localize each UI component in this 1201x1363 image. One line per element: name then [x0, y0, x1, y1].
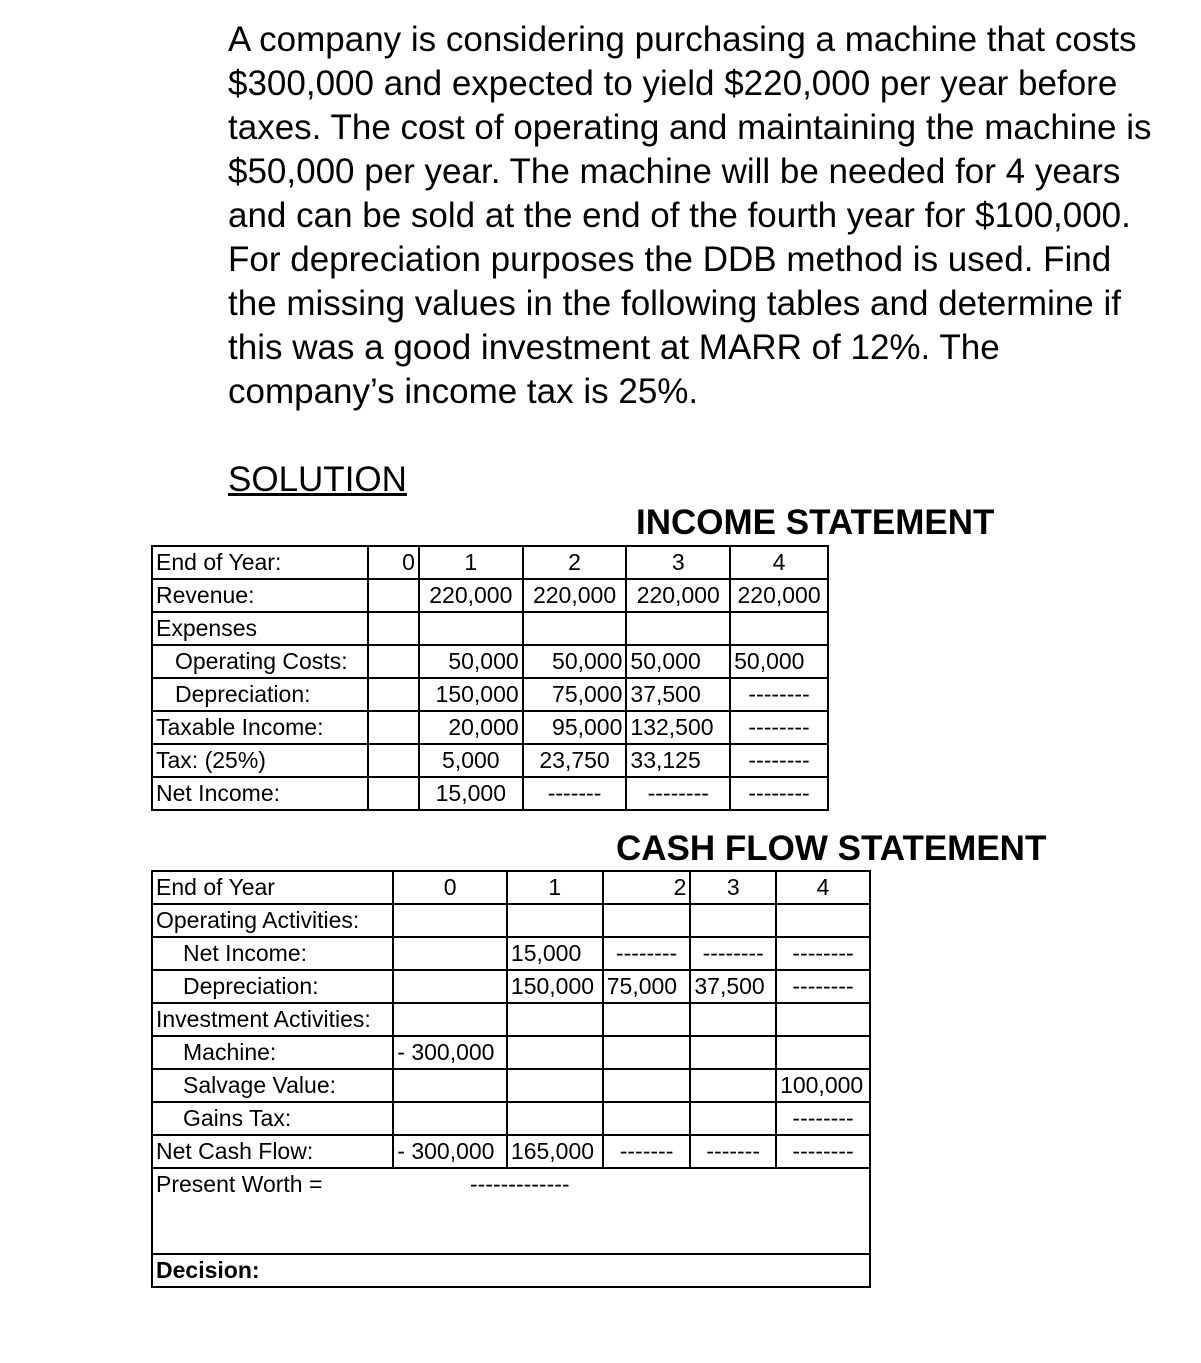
cell	[730, 612, 828, 645]
cell	[776, 1003, 870, 1036]
cell	[690, 1036, 776, 1069]
income-header-row	[152, 546, 828, 579]
present-worth-cell	[152, 1168, 870, 1254]
row-label: Depreciation:	[152, 678, 368, 711]
cash-flow-statement-table	[151, 870, 871, 1288]
cell: 5,000	[419, 744, 523, 777]
income-year-0: 0	[368, 546, 419, 579]
cell	[626, 612, 730, 645]
income-year-2: 2	[523, 546, 627, 579]
cell	[368, 711, 419, 744]
income-statement-table	[151, 545, 829, 811]
cell	[393, 937, 507, 970]
cell: --------	[626, 777, 730, 810]
cell: 23,750	[523, 744, 627, 777]
cash-row-salvage-value	[152, 1069, 870, 1102]
cell: 75,000	[603, 970, 691, 1003]
cash-row-depreciation	[152, 970, 870, 1003]
cell: 220,000	[523, 579, 627, 612]
cell: 50,000	[523, 645, 627, 678]
income-year-3: 3	[626, 546, 730, 579]
income-row-operating-costs	[152, 645, 828, 678]
row-label: Net Income:	[152, 777, 368, 810]
solution-label: SOLUTION	[228, 460, 407, 499]
cell: 220,000	[419, 579, 523, 612]
cell	[603, 1102, 691, 1135]
cash-header-row	[152, 871, 870, 904]
income-row-net-income	[152, 777, 828, 810]
cell: 220,000	[730, 579, 828, 612]
cell: --------	[730, 744, 828, 777]
cash-flow-statement-title: CASH FLOW STATEMENT	[616, 829, 1047, 868]
cell: -------	[603, 1135, 691, 1168]
row-label: Salvage Value:	[152, 1069, 393, 1102]
decision-label: Decision:	[152, 1254, 870, 1287]
cell	[507, 904, 603, 937]
cell	[368, 645, 419, 678]
cell	[603, 1069, 691, 1102]
cell: --------	[776, 937, 870, 970]
cell: - 300,000	[393, 1135, 507, 1168]
cash-year-0: 0	[393, 871, 507, 904]
cash-row-net-income	[152, 937, 870, 970]
income-year-1: 1	[419, 546, 523, 579]
cell: --------	[776, 1102, 870, 1135]
present-worth-value: -------------	[470, 1171, 570, 1197]
cell: 50,000	[730, 645, 828, 678]
cell	[368, 744, 419, 777]
cell	[690, 904, 776, 937]
cash-row-operating-activities	[152, 904, 870, 937]
problem-statement: A company is considering purchasing a machine that costs $300,000 and expected to yield $220,000 per year before taxes. The cost of operating and maintaining the machine is $50,000 per year. The machine will be needed for 4 years and can be sold at the end of the fourth year for $100,000. For depreciation purposes the DDB method is used. Find the missing values in the following tables and determine if this was a good investment at MARR of 12%. The company’s income tax is 25%.	[228, 20, 1152, 411]
income-row-tax	[152, 744, 828, 777]
cell	[393, 904, 507, 937]
cell	[393, 1069, 507, 1102]
cell	[368, 579, 419, 612]
cash-row-machine	[152, 1036, 870, 1069]
row-label: Operating Costs:	[152, 645, 368, 678]
cell	[507, 1102, 603, 1135]
row-label: Revenue:	[152, 579, 368, 612]
cell: --------	[776, 970, 870, 1003]
cell: 37,500	[690, 970, 776, 1003]
cell	[776, 1036, 870, 1069]
cell: 50,000	[419, 645, 523, 678]
present-worth-label: Present Worth =	[156, 1171, 323, 1197]
income-row-revenue	[152, 579, 828, 612]
row-label: Net Cash Flow:	[152, 1135, 393, 1168]
income-statement-title: INCOME STATEMENT	[636, 503, 995, 542]
cell	[690, 1102, 776, 1135]
cell: 150,000	[419, 678, 523, 711]
cell: 150,000	[507, 970, 603, 1003]
cell: 37,500	[626, 678, 730, 711]
cash-row-gains-tax	[152, 1102, 870, 1135]
cash-year-1: 1	[507, 871, 603, 904]
cell	[393, 970, 507, 1003]
income-row-expenses	[152, 612, 828, 645]
cell	[393, 1003, 507, 1036]
cash-year-3: 3	[690, 871, 776, 904]
cell: 220,000	[626, 579, 730, 612]
cash-row-net-cash-flow	[152, 1135, 870, 1168]
row-label: Tax: (25%)	[152, 744, 368, 777]
cash-year-label: End of Year	[152, 871, 393, 904]
row-label: Expenses	[152, 612, 368, 645]
cell: --------	[603, 937, 691, 970]
cell: -------	[523, 777, 627, 810]
cell	[507, 1069, 603, 1102]
cell: 95,000	[523, 711, 627, 744]
cell: 132,500	[626, 711, 730, 744]
cell: --------	[690, 937, 776, 970]
cell	[368, 777, 419, 810]
income-row-depreciation	[152, 678, 828, 711]
row-label: Taxable Income:	[152, 711, 368, 744]
cell: 33,125	[626, 744, 730, 777]
cell	[523, 612, 627, 645]
row-label: Investment Activities:	[152, 1003, 393, 1036]
cell	[507, 1036, 603, 1069]
cell	[368, 678, 419, 711]
cell	[690, 1003, 776, 1036]
cash-row-investment-activities	[152, 1003, 870, 1036]
income-year-label: End of Year:	[152, 546, 368, 579]
cell	[603, 904, 691, 937]
cell: - 300,000	[393, 1036, 507, 1069]
cell: -------	[690, 1135, 776, 1168]
income-year-4: 4	[730, 546, 828, 579]
cell: --------	[730, 777, 828, 810]
cell	[393, 1102, 507, 1135]
cell: 50,000	[626, 645, 730, 678]
cell: 15,000	[419, 777, 523, 810]
cash-year-2: 2	[603, 871, 691, 904]
cell: --------	[776, 1135, 870, 1168]
cell	[419, 612, 523, 645]
cell: 165,000	[507, 1135, 603, 1168]
row-label: Gains Tax:	[152, 1102, 393, 1135]
cell: 100,000	[776, 1069, 870, 1102]
cell: --------	[730, 711, 828, 744]
cell: 15,000	[507, 937, 603, 970]
row-label: Machine:	[152, 1036, 393, 1069]
cell	[368, 612, 419, 645]
decision-row	[152, 1254, 870, 1287]
cash-year-4: 4	[776, 871, 870, 904]
cell	[776, 904, 870, 937]
row-label: Operating Activities:	[152, 904, 393, 937]
row-label: Depreciation:	[152, 970, 393, 1003]
cell: 75,000	[523, 678, 627, 711]
cell	[603, 1036, 691, 1069]
row-label: Net Income:	[152, 937, 393, 970]
cell	[690, 1069, 776, 1102]
cell	[507, 1003, 603, 1036]
income-row-taxable-income	[152, 711, 828, 744]
cell: 20,000	[419, 711, 523, 744]
cell	[603, 1003, 691, 1036]
present-worth-row	[152, 1168, 870, 1254]
cell: --------	[730, 678, 828, 711]
